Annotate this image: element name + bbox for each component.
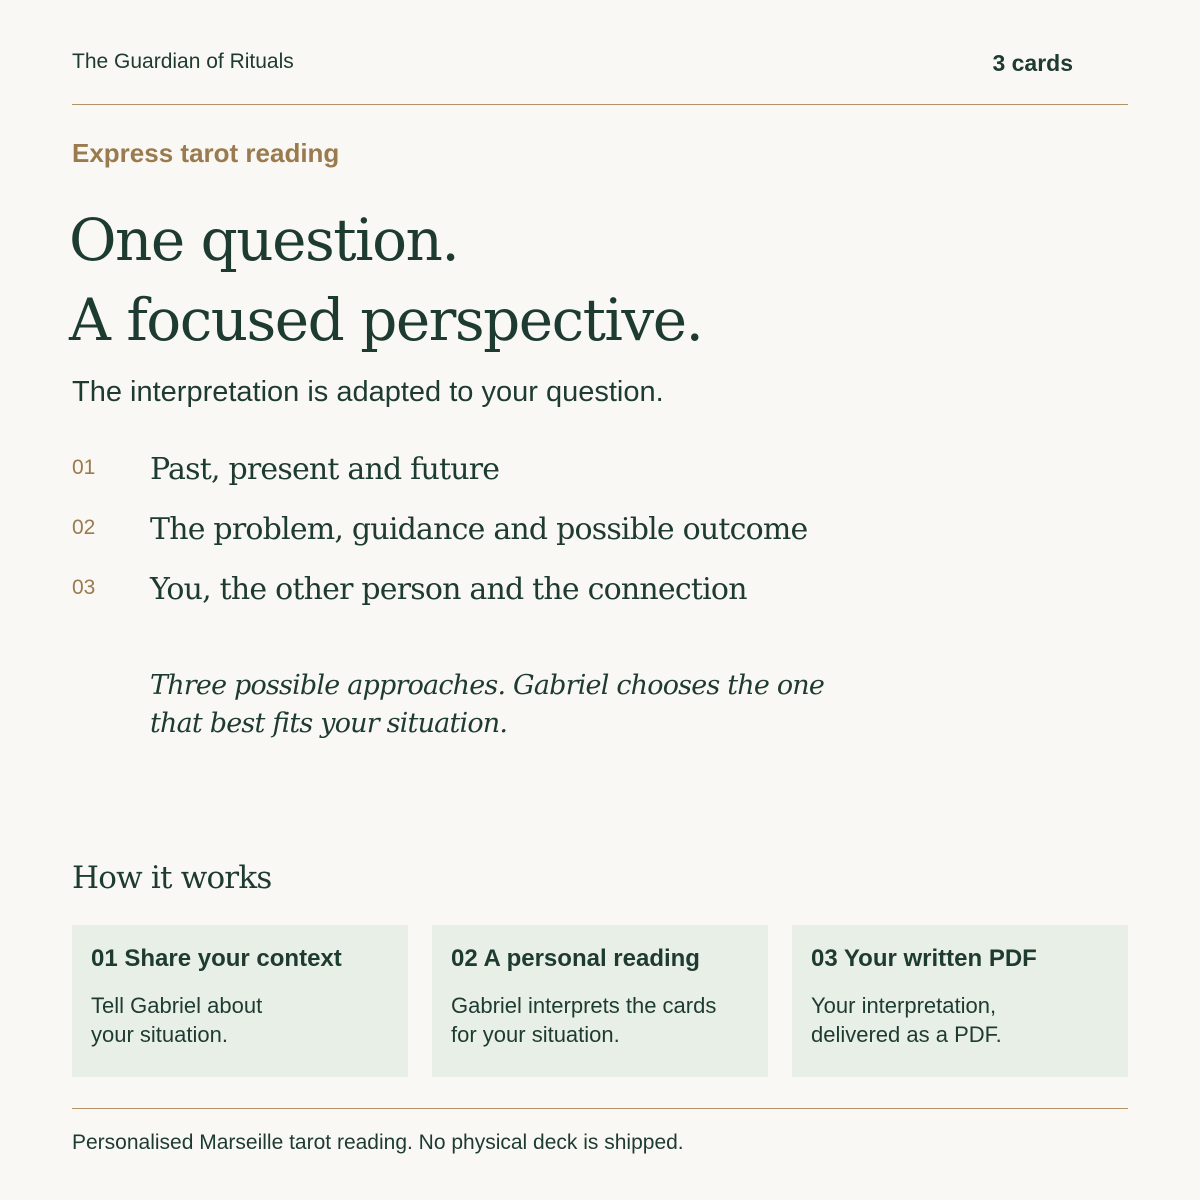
step-title: 02 A personal reading <box>451 945 700 972</box>
option-number: 01 <box>72 456 96 479</box>
option-text: Past, present and future <box>150 452 500 487</box>
option-text: You, the other person and the connection <box>150 572 747 607</box>
step-title: 01 Share your context <box>91 945 342 972</box>
footer-divider <box>72 1108 1128 1109</box>
step-card <box>792 925 1128 1077</box>
step-card <box>432 925 768 1077</box>
approach-note <box>150 667 890 743</box>
header <box>72 50 1128 80</box>
step-description <box>91 991 389 1049</box>
step-description <box>811 991 1109 1049</box>
step-description <box>451 991 749 1049</box>
approach-note-line-2: that best fits your situation. <box>150 708 508 739</box>
step-card <box>72 925 408 1077</box>
page-title <box>69 200 702 360</box>
option-number: 03 <box>72 576 96 599</box>
step-description-line: your situation. <box>91 1022 228 1047</box>
header-divider <box>72 104 1128 105</box>
step-title: 03 Your written PDF <box>811 945 1037 972</box>
how-it-works-heading: How it works <box>72 860 272 896</box>
step-description-line: delivered as a PDF. <box>811 1022 1002 1047</box>
brand-name: The Guardian of Rituals <box>72 50 294 73</box>
step-description-line: Gabriel interprets the cards <box>451 993 717 1018</box>
subheading: The interpretation is adapted to your question. <box>72 376 664 408</box>
card-count-badge: 3 cards <box>992 50 1073 76</box>
approach-note-line-1: Three possible approaches. Gabriel chooses the one <box>150 670 825 701</box>
step-description-line: Your interpretation, <box>811 993 997 1018</box>
footer-disclaimer: Personalised Marseille tarot reading. No physical deck is shipped. <box>72 1131 684 1154</box>
page-title-line-1: One question. <box>69 206 459 274</box>
steps-grid <box>72 925 1128 1077</box>
option-text: The problem, guidance and possible outcome <box>150 512 808 547</box>
step-description-line: Tell Gabriel about <box>91 993 263 1018</box>
step-description-line: for your situation. <box>451 1022 620 1047</box>
page-title-line-2: A focused perspective. <box>69 286 703 354</box>
option-number: 02 <box>72 516 96 539</box>
page <box>69 0 1128 1200</box>
eyebrow-label: Express tarot reading <box>72 138 340 168</box>
